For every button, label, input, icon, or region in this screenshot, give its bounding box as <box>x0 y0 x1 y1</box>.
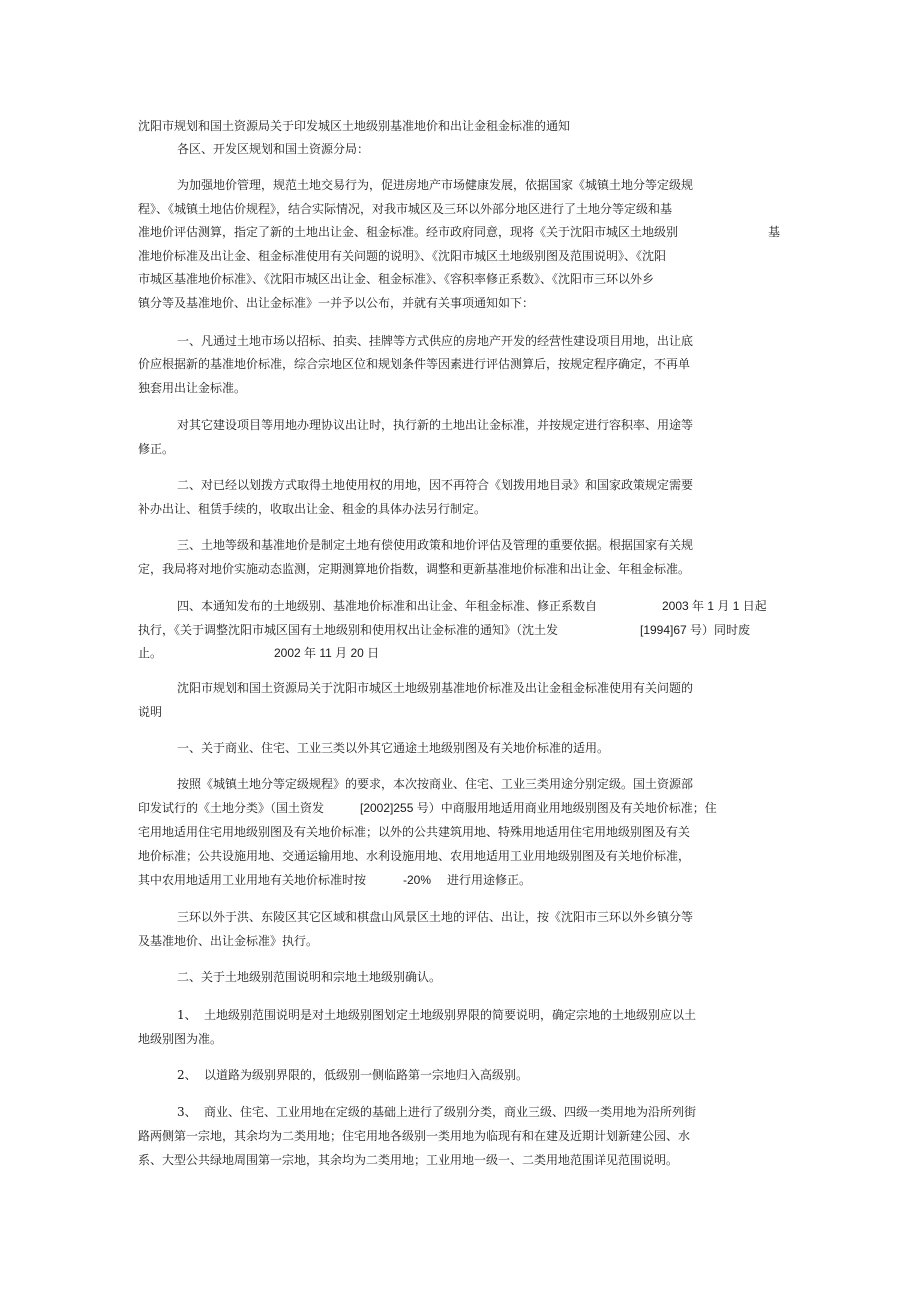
section2-item-number: 1、 <box>177 1008 197 1022</box>
section2-item-number: 2、 <box>177 1068 197 1082</box>
intro-line: 准地价评估测算，指定了新的土地出让金、租金标准。经市政府同意，现将《关于沈阳市城区土地级别 <box>138 225 679 239</box>
section2-item3-line: 系、大型公共绿地周围第一宗地，其余均为二类用地；工业用地一级一、二类用地范围详见范围说明。 <box>138 1153 679 1167</box>
intro-line: 准地价标准及出让金、租金标准使用有关问题的说明》、《沈阳市城区土地级别图及范围说明》、《沈阳 <box>138 249 667 263</box>
intro-line: 市城区基准地价标准》、《沈阳市城区出让金、租金标准》、《容积率修正系数》、《沈阳市三环以外乡 <box>138 272 655 286</box>
document-number: [1994]67 号）同时废 <box>640 623 751 637</box>
section1-para-line: 按照《城镇土地分等定级规程》的要求，本次按商业、住宅、工业三类用途分别定级。国土资源部 <box>177 777 694 791</box>
intro-line: 程》、《城镇土地估价规程》，结合实际情况，对我市城区及三环以外部分地区进行了土地分等定级和基 <box>138 202 673 216</box>
notice-title: 沈阳市规划和国土资源局关于印发城区土地级别基准地价和出让金租金标准的通知 <box>138 119 571 133</box>
item1-line: 一、凡通过土地市场以招标、拍卖、挂牌等方式供应的房地产开发的经营性建设项目用地，出让底 <box>177 334 694 348</box>
section2-item2-line: 以道路为级别界限的，低级别一侧临路第一宗地归入高级别。 <box>204 1068 529 1082</box>
intro-line: 为加强地价管理，规范土地交易行为，促进房地产市场健康发展，依据国家《城镇土地分等定级规 <box>177 178 694 192</box>
item3-line: 三、土地等级和基准地价是制定土地有偿使用政策和地价评估及管理的重要依据。根据国家有关规 <box>177 538 694 552</box>
item1b-line: 对其它建设项目等用地办理协议出让时，执行新的土地出让金标准，并按规定进行容积率、用途等 <box>177 418 694 432</box>
section2-item1-line: 地级别图为准。 <box>138 1032 223 1046</box>
section1-para-line: [2002]255 号）中商服用地适用商业用地级别图及有关地价标准；住 <box>360 801 717 815</box>
explanation-title: 沈阳市规划和国土资源局关于沈阳市城区土地级别基准地价标准及出让金租金标准使用有关问题的 <box>177 681 694 695</box>
section1-para2-line: 三环以外于洪、东陵区其它区域和棋盘山风景区土地的评估、出让，按《沈阳市三环以外乡镇分等 <box>177 910 694 924</box>
section2-item3-line: 路两侧第一宗地，其余均为二类用地；住宅用地各级别一类用地为临现有和在建及近期计划新建公园、水 <box>138 1129 691 1143</box>
section2-item1-line: 土地级别范围说明是对土地级别图划定土地级别界限的简要说明，确定宗地的土地级别应以土 <box>204 1008 697 1022</box>
section1-para2-line: 及基准地价、出让金标准》执行。 <box>138 934 319 948</box>
section2-item-number: 3、 <box>177 1105 197 1119</box>
section1-para-line: 进行用途修正。 <box>447 873 532 887</box>
item1-line: 价应根据新的基准地价标准，综合宗地区位和规划条件等因素进行评估测算后，按规定程序确定，不再单 <box>138 357 691 371</box>
item4-line: 止。 <box>138 646 163 660</box>
section2-item3-line: 商业、住宅、工业用地在定级的基础上进行了级别分类，商业三级、四级一类用地为沿所列街 <box>204 1105 697 1119</box>
effective-date: 2003 年 1 月 1 日起 <box>662 599 767 613</box>
intro-line-fragment: 基 <box>768 225 781 239</box>
notice-salutation: 各区、开发区规划和国土资源分局： <box>177 142 370 156</box>
section2-heading: 二、关于土地级别范围说明和宗地土地级别确认。 <box>177 970 442 984</box>
item4-line: 执行，《关于调整沈阳市城区国有土地级别和使用权出让金标准的通知》（沈土发 <box>138 623 559 637</box>
item2-line: 二、对已经以划拨方式取得土地使用权的用地，因不再符合《划拨用地目录》和国家政策规定需要 <box>177 478 694 492</box>
section1-para-line: 其中农用地适用工业用地有关地价标准时按 <box>138 873 367 887</box>
item3-line: 定，我局将对地价实施动态监测，定期测算地价指数，调整和更新基准地价标准和出让金、年租金标准。 <box>138 562 691 576</box>
section1-para-line: 地价标准；公共设施用地、交通运输用地、水利设施用地、农用地适用工业用地级别图及有关地价标准， <box>138 849 691 863</box>
item2-line: 补办出让、租赁手续的，收取出让金、租金的具体办法另行制定。 <box>138 502 487 516</box>
explanation-title: 说明 <box>138 705 163 719</box>
section1-para-line: 印发试行的《土地分类》（国土资发 <box>138 801 325 815</box>
section1-heading: 一、关于商业、住宅、工业三类以外其它通途土地级别图及有关地价标准的适用。 <box>177 741 610 755</box>
correction-rate: -20% <box>403 873 432 887</box>
item1-line: 独套用出让金标准。 <box>138 381 247 395</box>
section1-para-line: 宅用地适用住宅用地级别图及有关地价标准；以外的公共建筑用地、特殊用地适用住宅用地级别图及有关 <box>138 825 691 839</box>
item4-line: 四、本通知发布的土地级别、基准地价标准和出让金、年租金标准、修正系数自 <box>177 599 598 613</box>
intro-line: 镇分等及基准地价、出让金标准》一并予以公布，并就有关事项通知如下： <box>138 296 535 310</box>
issue-date: 2002 年 11 月 20 日 <box>274 646 380 660</box>
item1b-line: 修正。 <box>138 442 175 456</box>
